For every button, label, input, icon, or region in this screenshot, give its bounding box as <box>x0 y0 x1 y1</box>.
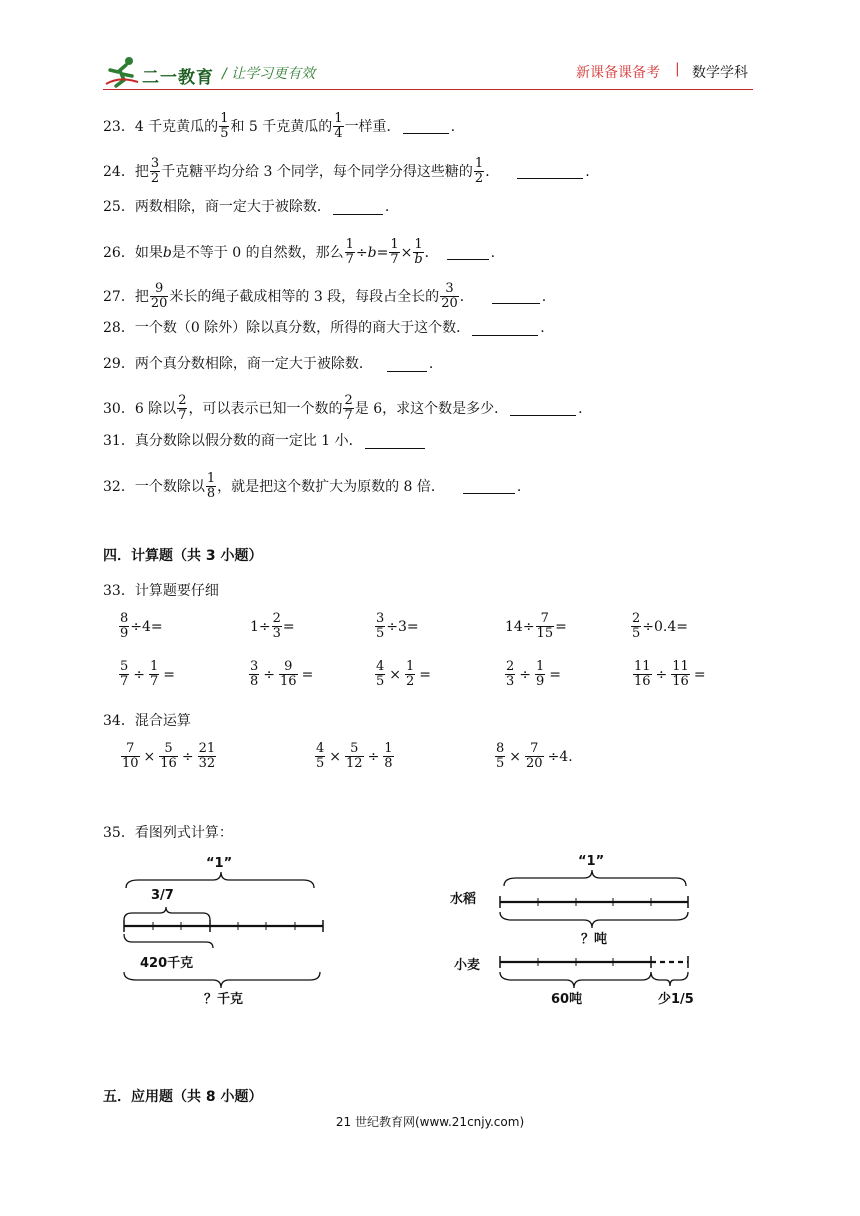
calc-item: $\frac{11}{16}$ ÷ $\frac{11}{16}$ = <box>634 659 706 689</box>
question-34: 34．混合运算 <box>103 713 191 729</box>
fraction: $\frac{1}{2}$ <box>474 156 484 186</box>
diagram-label: 60吨 <box>551 992 583 1007</box>
header-course: 新课备课备考 <box>576 65 660 81</box>
mixed-item: $\frac{8}{5}$ × $\frac{7}{20}$ ÷4. <box>496 741 573 771</box>
mixed-item: $\frac{4}{5}$ × $\frac{5}{12}$ ÷ $\frac{1}{8}$ <box>316 741 393 771</box>
fraction: $\frac{1}{7}$ <box>345 237 354 267</box>
header-divider: | <box>675 61 680 77</box>
question-32: 32． 一个数除以 $\frac{1}{8}$ ，就是把这个数扩大为原数的 8 倍． . <box>103 471 522 501</box>
calc-item: $\frac{3}{5}$ ÷3= <box>376 611 419 641</box>
fraction: $\frac{1}{7}$ <box>390 237 399 267</box>
calc-item: $\frac{3}{8}$ ÷ $\frac{9}{16}$ = <box>250 659 314 689</box>
question-28: 28． 一个数（0 除外）除以真分数，所得的商大于这个数． . <box>103 320 545 336</box>
question-24: 24． 把 $\frac{3}{2}$ 千克糖平均分给 3 个同学，每个同学分得这些糖的 $\frac{1}{2}$ ． . <box>103 156 590 186</box>
diagram-label: 3/7 <box>151 888 174 903</box>
answer-blank[interactable] <box>463 479 515 494</box>
fraction: $\frac{1}{5}$ <box>220 111 229 141</box>
question-23: 23． 4 千克黄瓜的 $\frac{1}{5}$ 和 5 千克黄瓜的 $\frac{1}{4}$ 一样重． . <box>103 111 456 141</box>
header-subject: 数学学科 <box>692 65 748 81</box>
diagram-left <box>118 850 338 1010</box>
calc-item: $\frac{8}{9}$ ÷4= <box>120 611 163 641</box>
calc-item: $\frac{2}{5}$ ÷0.4= <box>632 611 689 641</box>
fraction: $\frac{2}{7}$ <box>344 393 353 423</box>
answer-blank[interactable] <box>333 200 383 215</box>
diagram-label: 水稻 <box>450 892 477 907</box>
calc-item: 14÷ $\frac{7}{15}$ = <box>505 611 567 641</box>
mixed-item: $\frac{7}{10}$ × $\frac{5}{16}$ ÷ $\frac{21}{32}$ <box>122 741 216 771</box>
question-33: 33．计算题要仔细 <box>103 583 219 599</box>
diagram-label: “1” <box>578 854 605 869</box>
fraction: $\frac{3}{20}$ <box>441 281 458 311</box>
runner-logo-icon <box>104 56 140 88</box>
fraction: $\frac{9}{20}$ <box>150 281 168 311</box>
logo-text: 二一教育 <box>142 68 214 88</box>
calc-item: 1÷ $\frac{2}{3}$ = <box>250 611 295 641</box>
header-rule <box>103 89 753 90</box>
section-5-title: 五．应用题（共 8 小题） <box>103 1089 263 1105</box>
calc-item: $\frac{2}{3}$ ÷ $\frac{1}{9}$ = <box>506 659 562 689</box>
footer: 21 世纪教育网(www.21cnjy.com) <box>335 1115 525 1129</box>
question-31: 31． 真分数除以假分数的商一定比 1 小． <box>103 431 427 451</box>
fraction: $\frac{1}{8}$ <box>206 471 216 501</box>
section-4-title: 四．计算题（共 3 小题） <box>103 548 263 564</box>
diagram-label: 少1/5 <box>658 992 694 1007</box>
question-30: 30． 6 除以 $\frac{2}{7}$ ，可以表示已知一个数的 $\frac{2}{7}$ 是 6，求这个数是多少． . <box>103 393 583 423</box>
slogan: / 让学习更有效 <box>222 66 316 82</box>
answer-blank[interactable] <box>472 321 538 336</box>
answer-blank[interactable] <box>510 401 576 416</box>
answer-blank[interactable] <box>447 245 489 260</box>
question-27: 27． 把 $\frac{9}{20}$ 米长的绳子截成相等的 3 段，每段占全长的 $\frac{3}{20}$ ． . <box>103 281 547 311</box>
calc-item: $\frac{5}{7}$ ÷ $\frac{1}{7}$ = <box>120 659 176 689</box>
fraction: $\frac{1}{4}$ <box>334 111 343 141</box>
question-26: 26． 如果 b 是不等于 0 的自然数，那么 $\frac{1}{7}$ ÷ b = $\frac{1}{7}$ × $\frac{1}{b}$ ． . <box>103 237 496 267</box>
answer-blank[interactable] <box>517 164 583 179</box>
fraction: $\frac{2}{7}$ <box>178 393 187 423</box>
calc-item: $\frac{4}{5}$ × $\frac{1}{2}$ = <box>376 659 432 689</box>
question-35: 35．看图列式计算： <box>103 825 233 841</box>
answer-blank[interactable] <box>387 357 427 372</box>
diagram-label: 小麦 <box>454 958 481 973</box>
question-25: 25． 两数相除，商一定大于被除数． . <box>103 199 390 215</box>
diagram-label: 420千克 <box>140 956 194 971</box>
diagram-label: “1” <box>206 856 233 871</box>
fraction: $\frac{1}{b}$ <box>414 237 423 267</box>
diagram-right <box>448 850 708 1010</box>
fraction: $\frac{3}{2}$ <box>150 156 160 186</box>
line-segment-diagram <box>118 850 338 1010</box>
answer-blank[interactable] <box>403 119 449 134</box>
diagram-label: ？千克 <box>204 992 244 1007</box>
answer-blank[interactable] <box>492 289 540 304</box>
header <box>0 0 860 95</box>
question-29: 29． 两个真分数相除，商一定大于被除数． . <box>103 356 434 372</box>
answer-blank[interactable] <box>365 434 425 449</box>
line-segment-diagram <box>448 850 708 1010</box>
diagram-label: ？吨 <box>581 932 608 947</box>
